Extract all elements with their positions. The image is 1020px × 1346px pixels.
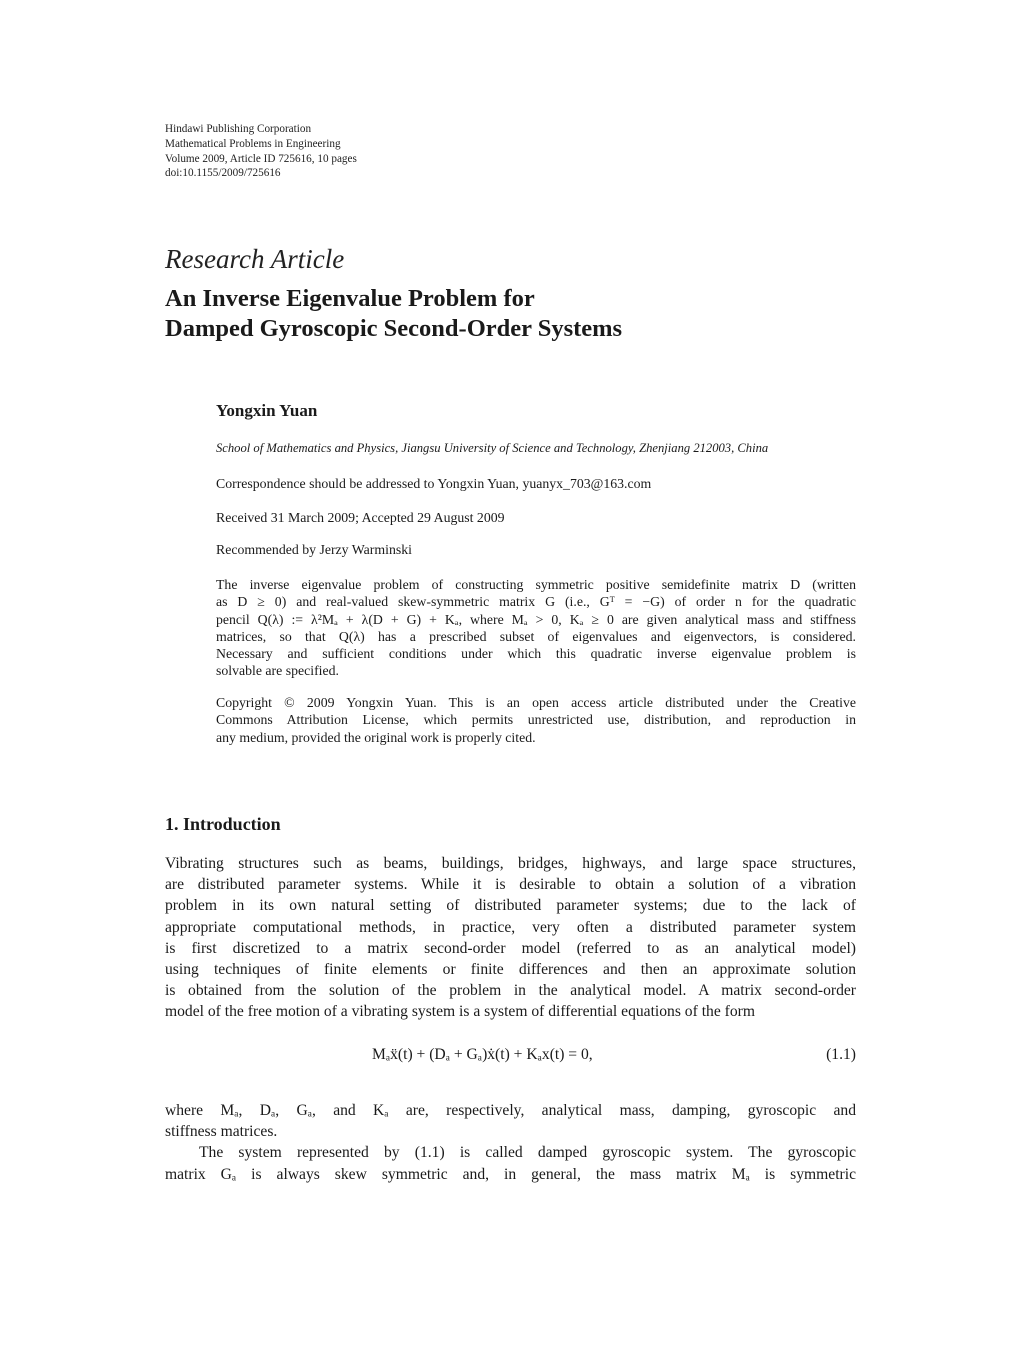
copyright-line: Commons Attribution License, which permits unrestricted use, distribution, and reproduction in xyxy=(216,712,856,728)
publisher-line: Hindawi Publishing Corporation xyxy=(165,123,312,135)
body-line: is obtained from the solution of the problem in the analytical model. A matrix second-order xyxy=(165,982,856,1000)
equation-formula: Mₐẍ(t) + (Dₐ + Gₐ)ẋ(t) + Kₐx(t) = 0, xyxy=(372,1046,593,1063)
journal-header xyxy=(165,122,357,181)
email-link[interactable]: yuanyx_703@163.com xyxy=(522,476,652,491)
section-heading: 1. Introduction xyxy=(165,814,281,834)
article-title xyxy=(165,284,622,344)
abstract-line: solvable are specified. xyxy=(216,663,339,679)
body-line: appropriate computational methods, in practice, very often a distributed parameter system xyxy=(165,918,856,936)
recommended-by: Recommended by Jerzy Warminski xyxy=(216,542,412,557)
correspondence xyxy=(216,476,651,492)
correspondence-text: Correspondence should be addressed to Yongxin Yuan, xyxy=(216,476,519,491)
body-line: where Mₐ, Dₐ, Gₐ, and Kₐ are, respectively, analytical mass, damping, gyroscopic and xyxy=(165,1102,856,1119)
copyright-notice xyxy=(216,694,856,746)
title-line-1: An Inverse Eigenvalue Problem for xyxy=(165,285,535,312)
abstract-line: matrices, so that Q(λ) has a prescribed subset of eigenvalues and eigenvectors, is considered. xyxy=(216,628,856,644)
body-line: is first discretized to a matrix second-order model (referred to as an analytical model) xyxy=(165,939,856,957)
journal-line: Mathematical Problems in Engineering xyxy=(165,137,341,150)
received-dates: Received 31 March 2009; Accepted 29 August 2009 xyxy=(216,510,505,525)
article-type: Research Article xyxy=(165,244,345,274)
author-name: Yongxin Yuan xyxy=(216,401,318,420)
abstract-line: pencil Q(λ) := λ²Mₐ + λ(D + G) + Kₐ, where Mₐ > 0, Kₐ ≥ 0 are given analytical mass and stiffness xyxy=(216,611,856,627)
volume-line: Volume 2009, Article ID 725616, 10 pages xyxy=(165,152,357,165)
equation-number: (1.1) xyxy=(826,1046,856,1063)
abstract-line: Necessary and sufficient conditions under which this quadratic inverse eigenvalue problem is xyxy=(216,646,856,662)
after-equation-paragraph xyxy=(165,1100,856,1185)
copyright-line: any medium, provided the original work is properly cited. xyxy=(216,729,536,745)
intro-paragraph xyxy=(165,853,856,1023)
body-line: stiffness matrices. xyxy=(165,1123,278,1141)
abstract xyxy=(216,576,856,680)
body-line: model of the free motion of a vibrating system is a system of differential equations of the form xyxy=(165,1003,755,1021)
body-line: are distributed parameter systems. While it is desirable to obtain a solution of a vibration xyxy=(165,876,856,894)
copyright-line: Copyright © 2009 Yongxin Yuan. This is an open access article distributed under the Creative xyxy=(216,695,856,710)
abstract-line: The inverse eigenvalue problem of constructing symmetric positive semidefinite matrix D (written xyxy=(216,577,856,592)
equation-1-1 xyxy=(165,1046,856,1070)
doi-line: doi:10.1155/2009/725616 xyxy=(165,167,281,180)
body-line: The system represented by (1.1) is called damped gyroscopic system. The gyroscopic xyxy=(199,1144,856,1162)
title-line-2: Damped Gyroscopic Second-Order Systems xyxy=(165,315,623,342)
body-line: using techniques of finite elements or finite differences and then an approximate solution xyxy=(165,961,856,979)
body-line: Vibrating structures such as beams, buildings, bridges, highways, and large space structures, xyxy=(165,855,856,872)
affiliation: School of Mathematics and Physics, Jiangsu University of Science and Technology, Zhenjiang 212003, China xyxy=(216,441,769,455)
body-line: matrix Gₐ is always skew symmetric and, in general, the mass matrix Mₐ is symmetric xyxy=(165,1165,856,1183)
body-line: problem in its own natural setting of distributed parameter systems; due to the lack of xyxy=(165,897,856,915)
abstract-line: as D ≥ 0) and real-valued skew-symmetric matrix G (i.e., Gᵀ = −G) of order n for the quadratic xyxy=(216,594,856,610)
